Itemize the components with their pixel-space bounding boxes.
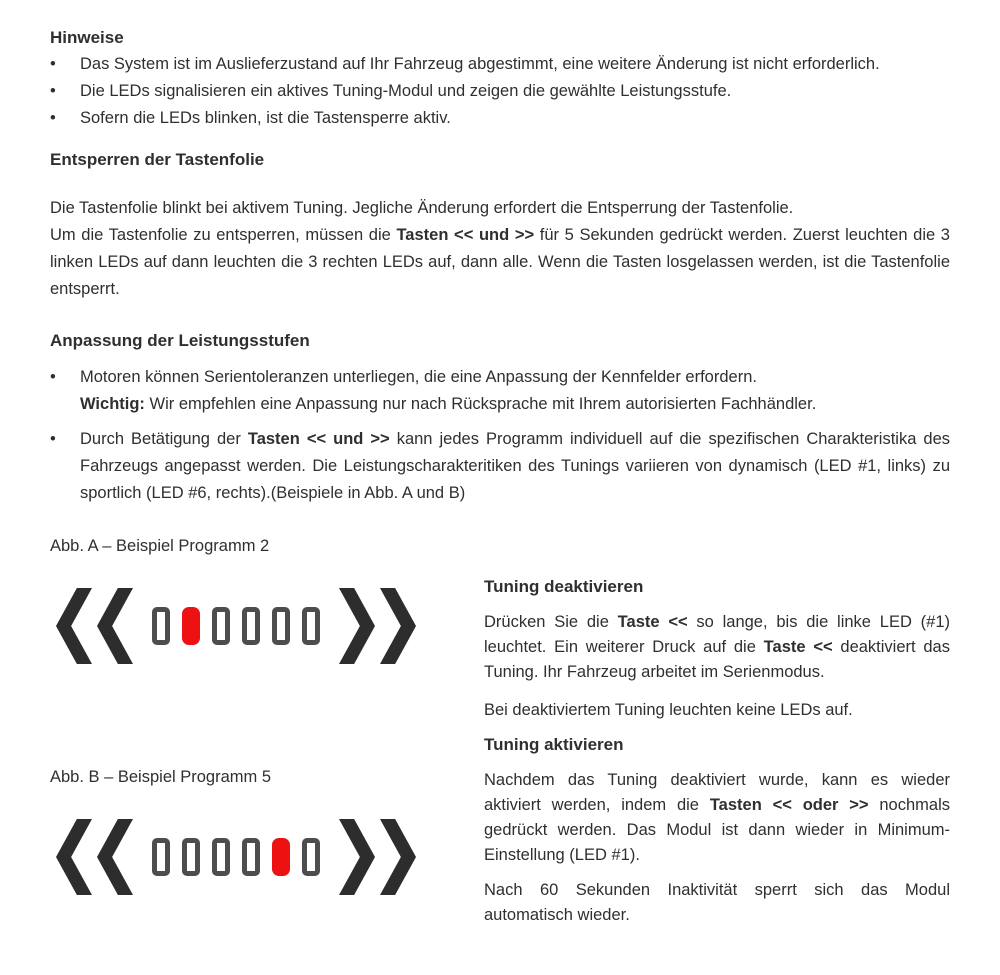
bullet-text: Das System ist im Auslieferzustand auf Ihr Fahrzeug abgestimmt, eine weitere Änderung ist nicht erforderlich. — [80, 55, 880, 73]
text-segment: deaktiviert das Tuning. Ihr Fahrzeug arbeitet im Serienmodus. — [484, 638, 950, 681]
text-segment: so lange, bis die linke LED (#1) leuchtet. Ein weiterer Druck auf die — [484, 613, 950, 656]
chevron-right-icon — [339, 588, 375, 664]
figure-a — [50, 533, 460, 666]
section-hinweise — [50, 24, 950, 132]
para-tuning-aktivieren — [484, 768, 950, 868]
led-1-off — [152, 607, 170, 645]
anpassung-bullet1-line1: Motoren können Serientoleranzen unterliegen, die eine Anpassung der Kennfelder erfordern. — [80, 368, 757, 386]
bullet-marker: • — [50, 109, 56, 127]
entsperren-paragraph — [50, 195, 950, 303]
bullet-marker: • — [50, 55, 56, 73]
bullet-marker: • — [50, 82, 56, 100]
text-segment: nochmals gedrückt werden. Das Modul ist dann wieder in Minimum-Einstellung (LED #1). — [484, 796, 950, 864]
buttons-left — [56, 819, 133, 895]
entsperren-body — [50, 222, 950, 303]
chevron-left-icon — [56, 588, 92, 664]
bold-button-reference: Tasten << und >> — [247, 430, 390, 448]
buttons-right — [339, 588, 416, 664]
bold-button-reference: Tasten << und >> — [396, 226, 535, 244]
led-row-figure-b — [152, 838, 320, 876]
bullet-text — [80, 364, 950, 418]
led-display-figure-b — [50, 817, 460, 897]
led-1-off — [152, 838, 170, 876]
text-segment: Wir empfehlen eine Anpassung nur nach Rücksprache mit Ihrem autorisierten Fachhändler. — [144, 395, 817, 413]
led-4-off — [242, 838, 260, 876]
led-5-on — [272, 838, 290, 876]
column-figures — [50, 533, 460, 928]
heading-entsperren: Entsperren der Tastenfolie — [50, 150, 265, 169]
text-segment: für 5 Sekunden gedrückt werden. Zuerst leuchten die 3 linken LEDs auf dann leuchten die 3 rechten LEDs auf, dann alle. Wenn die Tasten losgelassen werden, ist die Tastenfolie entsperrt. — [50, 226, 950, 298]
text-segment: Um die Tastenfolie zu entsperren, müssen die — [50, 226, 397, 244]
bullet-text: Sofern die LEDs blinken, ist die Tastensperre aktiv. — [80, 109, 451, 127]
section-anpassung — [50, 327, 950, 507]
section-entsperren — [50, 146, 950, 303]
chevron-right-icon — [339, 819, 375, 895]
heading-tuning-aktivieren: Tuning aktivieren — [484, 735, 624, 754]
buttons-right — [339, 819, 416, 895]
bullet-item — [50, 78, 950, 105]
para-auto-sperre: Nach 60 Sekunden Inaktivität sperrt sich das Modul automatisch wieder. — [484, 881, 950, 924]
para-tuning-deaktivieren — [484, 610, 950, 685]
bold-button-reference: Taste << — [763, 638, 833, 656]
text-segment: Nachdem das Tuning deaktiviert wurde, kann es wieder aktiviert werden, indem die — [484, 771, 950, 814]
figure-b — [50, 764, 460, 897]
bold-button-reference: Tasten << oder >> — [709, 796, 869, 814]
heading-anpassung: Anpassung der Leistungsstufen — [50, 331, 310, 350]
figures-and-instructions — [50, 533, 950, 928]
anpassung-bullet1-line2 — [80, 391, 950, 418]
led-2-off — [182, 838, 200, 876]
heading-hinweise: Hinweise — [50, 28, 124, 47]
led-5-off — [272, 607, 290, 645]
bullet-marker: • — [50, 430, 56, 448]
bullet-item — [50, 426, 950, 507]
heading-tuning-deaktivieren: Tuning deaktivieren — [484, 577, 644, 596]
led-6-off — [302, 607, 320, 645]
chevron-right-icon — [380, 819, 416, 895]
para-keine-leds: Bei deaktiviertem Tuning leuchten keine LEDs auf. — [484, 701, 853, 719]
text-segment: kann jedes Programm individuell auf die spezifischen Charakteristika des Fahrzeugs angepasst werden. Die Leistungscharakteritiken des Tunings variieren von dynamisch (LED #1, links) zu sportlich (LED #6, rechts).(Beispiele in Abb. A und B) — [80, 430, 950, 502]
figure-a-label: Abb. A – Beispiel Programm 2 — [50, 537, 270, 555]
led-6-off — [302, 838, 320, 876]
bullet-marker: • — [50, 368, 56, 386]
bullet-text: Die LEDs signalisieren ein aktives Tuning-Modul und zeigen die gewählte Leistungsstufe. — [80, 82, 732, 100]
bullet-item — [50, 105, 950, 132]
led-3-off — [212, 838, 230, 876]
led-display-figure-a — [50, 586, 460, 666]
column-instructions — [484, 533, 950, 928]
text-segment: Drücken Sie die — [484, 613, 618, 631]
buttons-left — [56, 588, 133, 664]
bullet-item — [50, 364, 950, 418]
entsperren-intro-line: Die Tastenfolie blinkt bei aktivem Tuning. Jegliche Änderung erfordert die Entsperrung der Tastenfolie. — [50, 199, 794, 217]
wichtig-label: Wichtig: — [80, 395, 145, 413]
chevron-left-icon — [97, 588, 133, 664]
led-row-figure-a — [152, 607, 320, 645]
chevron-left-icon — [56, 819, 92, 895]
bold-button-reference: Taste << — [617, 613, 688, 631]
led-2-on — [182, 607, 200, 645]
chevron-left-icon — [97, 819, 133, 895]
led-4-off — [242, 607, 260, 645]
text-segment: Durch Betätigung der — [80, 430, 248, 448]
bullet-text — [80, 426, 950, 507]
hinweise-bullet-list — [50, 51, 950, 132]
anpassung-bullet-list — [50, 364, 950, 507]
bullet-item — [50, 51, 950, 78]
chevron-right-icon — [380, 588, 416, 664]
figure-b-label: Abb. B – Beispiel Programm 5 — [50, 768, 272, 786]
led-3-off — [212, 607, 230, 645]
